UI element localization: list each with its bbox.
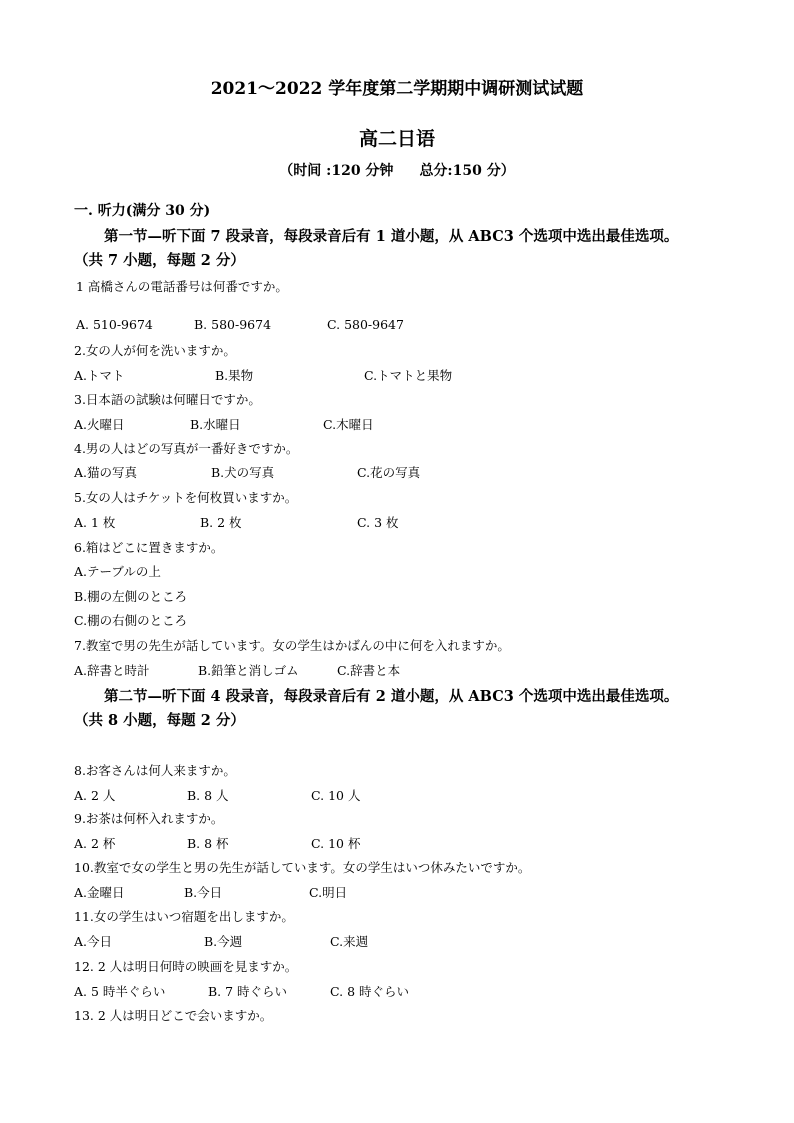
option-c: C.木曜日: [323, 417, 374, 432]
option-c: C.花の写真: [357, 465, 421, 480]
option-a: A. 2 人: [74, 788, 116, 803]
question-text: 5.女の人はチケットを何枚買いますか。: [74, 490, 298, 505]
option-c: C.トマトと果物: [364, 368, 453, 383]
question-text: 13. 2 人は明日どこで会いますか。: [74, 1008, 273, 1023]
option-a: A.金曜日: [74, 885, 125, 900]
option-b: B.棚の左側のところ: [74, 589, 188, 604]
part2-instruction-count: （共 8 小题，每题 2 分）: [74, 712, 245, 729]
option-a: A. 2 杯: [74, 836, 116, 851]
part2-instruction: 第二节—听下面 4 段录音，每段录音后有 2 道小题，从 ABC3 个选项中选出最佳选项。: [104, 688, 679, 705]
option-a: A. 1 枚: [74, 515, 116, 530]
option-c: C. 10 杯: [311, 836, 361, 851]
question-text: 8.お客さんは何人来ますか。: [74, 763, 236, 778]
option-a: A. 5 時半ぐらい: [74, 984, 166, 999]
option-b: B.果物: [215, 368, 254, 383]
question-text: 11.女の学生はいつ宿題を出しますか。: [74, 909, 294, 924]
option-b: B. 2 枚: [200, 515, 242, 530]
option-c: C. 3 枚: [357, 515, 399, 530]
exam-time-score: [0, 160, 794, 180]
option-c: C. 580-9647: [327, 317, 404, 332]
option-b: B.今日: [184, 885, 223, 900]
option-b: B. 8 人: [187, 788, 229, 803]
option-c: C.棚の右側のところ: [74, 613, 188, 628]
option-a: A.テーブルの上: [74, 564, 161, 579]
exam-total-score: 总分:150 分）: [419, 163, 515, 179]
part1-instruction: 第一节—听下面 7 段录音，每段录音后有 1 道小题，从 ABC3 个选项中选出最佳选项。: [104, 228, 679, 245]
question-text: 9.お茶は何杯入れますか。: [74, 811, 224, 826]
option-b: B.水曜日: [190, 417, 241, 432]
option-a: A. 510-9674: [76, 317, 153, 332]
option-c: C. 8 時ぐらい: [330, 984, 409, 999]
option-b: B. 7 時ぐらい: [208, 984, 288, 999]
option-a: A.今日: [74, 934, 113, 949]
question-text: 2.女の人が何を洗いますか。: [74, 343, 236, 358]
question-text: 4.男の人はどの写真が一番好きですか。: [74, 441, 299, 456]
question-text: 7.教室で男の先生が話しています。女の学生はかばんの中に何を入れますか。: [74, 638, 510, 653]
option-c: C.来週: [330, 934, 369, 949]
question-text: 12. 2 人は明日何時の映画を見ますか。: [74, 959, 298, 974]
option-c: C.辞書と本: [337, 663, 401, 678]
section-heading-listening: 一. 听力(满分 30 分): [74, 203, 211, 219]
option-b: B. 8 杯: [187, 836, 229, 851]
option-b: B. 580-9674: [194, 317, 272, 332]
option-b: B.犬の写真: [211, 465, 275, 480]
option-c: C. 10 人: [311, 788, 361, 803]
option-a: A.火曜日: [74, 417, 125, 432]
option-b: B.鉛筆と消しゴム: [198, 663, 299, 678]
question-text: 10.教室で女の学生と男の先生が話しています。女の学生はいつ休みたいですか。: [74, 860, 531, 875]
subject-title: 高二日语: [358, 128, 435, 150]
exam-title: 2021～2022 学年度第二学期期中调研测试试题: [210, 79, 584, 99]
question-text: 3.日本語の試験は何曜日ですか。: [74, 392, 261, 407]
question-text: 1 高橋さんの電話番号は何番ですか。: [76, 279, 288, 294]
exam-time: （时间 :120 分钟: [279, 163, 394, 179]
option-c: C.明日: [309, 885, 348, 900]
question-text: 6.箱はどこに置きますか。: [74, 540, 224, 555]
option-a: A.トマト: [74, 368, 125, 383]
option-b: B.今週: [204, 934, 243, 949]
part1-instruction-count: （共 7 小题，每题 2 分）: [74, 252, 245, 269]
option-a: A.辞書と時計: [74, 663, 150, 678]
option-a: A.猫の写真: [74, 465, 138, 480]
